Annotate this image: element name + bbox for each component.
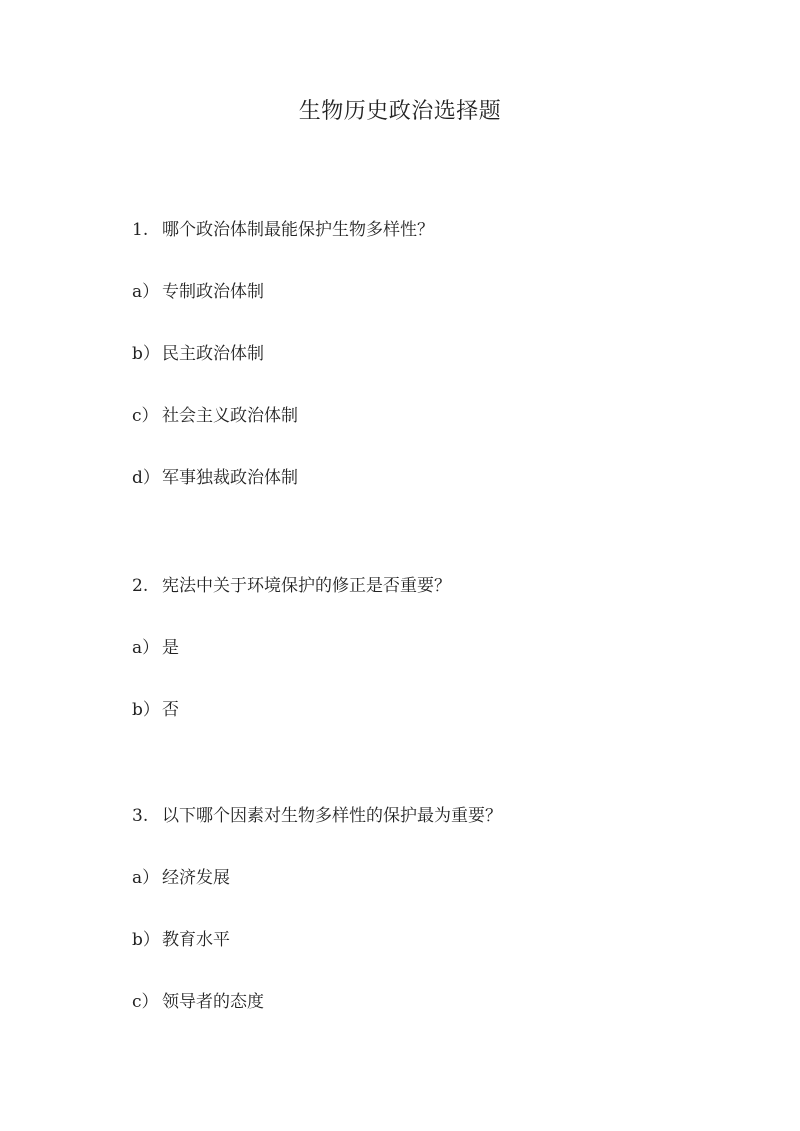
option-text: 否	[162, 700, 179, 720]
question-2-stem	[132, 574, 451, 598]
question-text: 以下哪个因素对生物多样性的保护最为重要？	[162, 806, 502, 826]
option-text: 社会主义政治体制	[162, 406, 298, 426]
option-3b	[132, 928, 230, 952]
option-1b	[132, 342, 264, 366]
option-label: a）	[132, 638, 160, 658]
option-label: a）	[132, 868, 160, 888]
option-text: 领导者的态度	[162, 992, 264, 1012]
option-text: 经济发展	[162, 868, 230, 888]
option-text: 民主政治体制	[162, 344, 264, 364]
option-text: 是	[162, 638, 179, 658]
question-3-stem	[132, 804, 502, 828]
question-number: 3.	[132, 806, 149, 826]
option-label: c）	[132, 406, 159, 426]
option-label: b）	[132, 344, 160, 364]
option-text: 专制政治体制	[162, 282, 264, 302]
option-1d	[132, 466, 298, 490]
question-text: 哪个政治体制最能保护生物多样性？	[162, 220, 434, 240]
question-number: 1.	[132, 220, 149, 240]
option-1a	[132, 280, 264, 304]
option-label: b）	[132, 700, 160, 720]
option-2b	[132, 698, 179, 722]
option-1c	[132, 404, 298, 428]
option-text: 军事独裁政治体制	[162, 468, 298, 488]
question-number: 2.	[132, 576, 149, 596]
option-label: b）	[132, 930, 160, 950]
option-2a	[132, 636, 179, 660]
option-label: c）	[132, 992, 159, 1012]
option-label: a）	[132, 282, 160, 302]
question-text: 宪法中关于环境保护的修正是否重要？	[162, 576, 451, 596]
option-3c	[132, 990, 264, 1014]
option-text: 教育水平	[162, 930, 230, 950]
question-1-stem	[132, 218, 434, 242]
option-label: d）	[132, 468, 160, 488]
option-3a	[132, 866, 230, 890]
page-title: 生物历史政治选择题	[298, 99, 502, 124]
